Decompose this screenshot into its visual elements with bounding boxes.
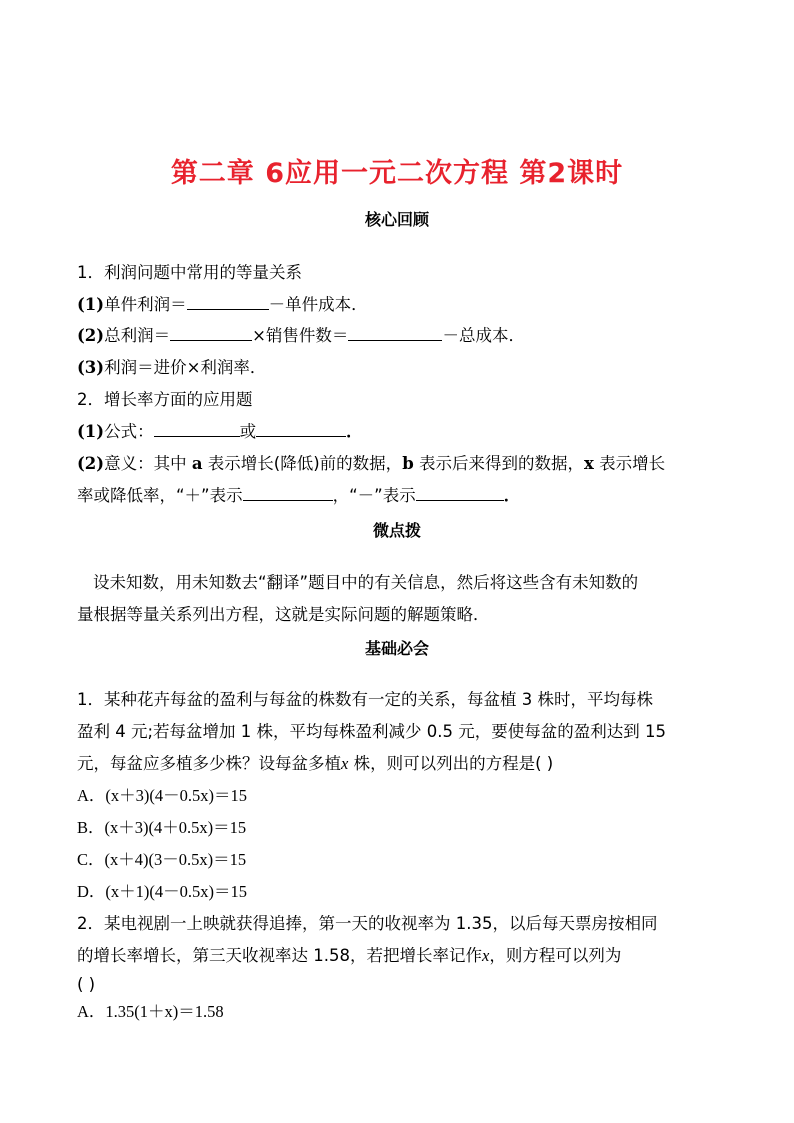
variable-x: x	[481, 946, 490, 965]
section-heading-tips: 微点拨	[372, 521, 421, 540]
question-1-line-1: 1．某种花卉每盆的盈利与每盆的株数有一定的关系，每盆植 3 株时，平均每株	[77, 690, 653, 709]
item-prefix: (2)	[77, 326, 105, 345]
text: 利润＝进价×利润率．	[104, 358, 267, 377]
item-prefix: (3)	[77, 358, 105, 377]
option-label: C．	[77, 850, 105, 869]
section-heading-basics: 基础必会	[364, 639, 429, 658]
text: 株，则可以列出的方程是( )	[348, 754, 554, 773]
variable-x: x	[583, 454, 594, 473]
text: 公式：	[104, 422, 154, 441]
question-1-option-b[interactable]	[77, 818, 246, 838]
text: 表示增长(降低)前的数据，	[202, 454, 403, 473]
answer-blank[interactable]	[243, 486, 333, 501]
text: －总成本．	[442, 326, 525, 345]
question-1-line-2: 盈利 4 元;若每盆增加 1 株，平均每株盈利减少 0.5 元，要使每盆的盈利达到 15	[77, 722, 667, 741]
answer-blank[interactable]	[416, 486, 504, 501]
question-2-line-3: ( )	[77, 975, 96, 994]
option-label: B．	[77, 818, 105, 837]
tip-line-2: 量根据等量关系列出方程，这就是实际问题的解题策略．	[77, 605, 490, 624]
text: 单件利润＝	[104, 295, 187, 314]
question-1-option-a[interactable]	[77, 786, 247, 806]
item-prefix: (2)	[77, 454, 105, 473]
text: 表示后来得到的数据，	[413, 454, 584, 473]
review-item-1b	[77, 326, 525, 346]
text: 总利润＝	[104, 326, 171, 345]
question-2-line-2	[77, 946, 621, 966]
text: 或	[239, 422, 257, 441]
review-item-2b-line-2	[77, 486, 520, 506]
page-title: 第二章 6应用一元二次方程 第2课时	[170, 158, 624, 189]
option-label: A．	[77, 786, 106, 805]
option-text: (x＋3)(4＋0.5x)＝15	[104, 818, 247, 837]
question-2-option-a[interactable]	[77, 1002, 224, 1022]
text: ，则方程可以列为	[489, 946, 622, 965]
option-text: (x＋1)(4－0.5x)＝15	[105, 882, 248, 901]
section-heading-core-review: 核心回顾	[364, 210, 429, 229]
variable-a: a	[191, 454, 203, 473]
question-1-option-d[interactable]	[77, 882, 247, 902]
answer-blank[interactable]	[256, 422, 346, 437]
option-label: D．	[77, 882, 106, 901]
question-1-line-3	[77, 754, 553, 774]
item-prefix: (1)	[77, 295, 105, 314]
text: 元，每盆应多植多少株？设每盆多植	[77, 754, 341, 773]
review-item-1a	[77, 295, 368, 315]
review-item-1c	[77, 358, 266, 378]
answer-blank[interactable]	[187, 295, 269, 310]
item-prefix: (1)	[77, 422, 105, 441]
text: 表示增长	[593, 454, 666, 473]
answer-blank[interactable]	[154, 422, 240, 437]
tip-line-1: 设未知数，用未知数去“翻译”题目中的有关信息，然后将这些含有未知数的	[93, 573, 639, 592]
text: 意义：其中	[104, 454, 192, 473]
option-text: (x＋4)(3－0.5x)＝15	[104, 850, 247, 869]
review-item-2-title: 2．增长率方面的应用题	[77, 390, 253, 409]
option-text: 1.35(1＋x)＝1.58	[105, 1002, 224, 1021]
text: ．	[503, 486, 521, 505]
text: ．	[346, 422, 363, 441]
review-item-2a	[77, 422, 363, 442]
answer-blank[interactable]	[348, 326, 442, 341]
text: ×销售件数＝	[252, 326, 349, 345]
question-1-option-c[interactable]	[77, 850, 246, 870]
option-label: A．	[77, 1002, 106, 1021]
variable-b: b	[402, 454, 414, 473]
variable-x: x	[341, 754, 349, 773]
question-2-line-1: 2．某电视剧一上映就获得追捧，第一天的收视率为 1.35，以后每天票房按相同	[77, 914, 658, 933]
answer-blank[interactable]	[170, 326, 252, 341]
review-item-2b-line-1	[77, 454, 665, 474]
text: 率或降低率，“＋”表示	[77, 486, 243, 505]
text: 的增长率增长，第三天收视率达 1.58，若把增长率记作	[77, 946, 482, 965]
text: －单件成本．	[268, 295, 368, 314]
review-item-1-title: 1．利润问题中常用的等量关系	[77, 263, 302, 282]
text: ，“－”表示	[332, 486, 416, 505]
option-text: (x＋3)(4－0.5x)＝15	[105, 786, 248, 805]
